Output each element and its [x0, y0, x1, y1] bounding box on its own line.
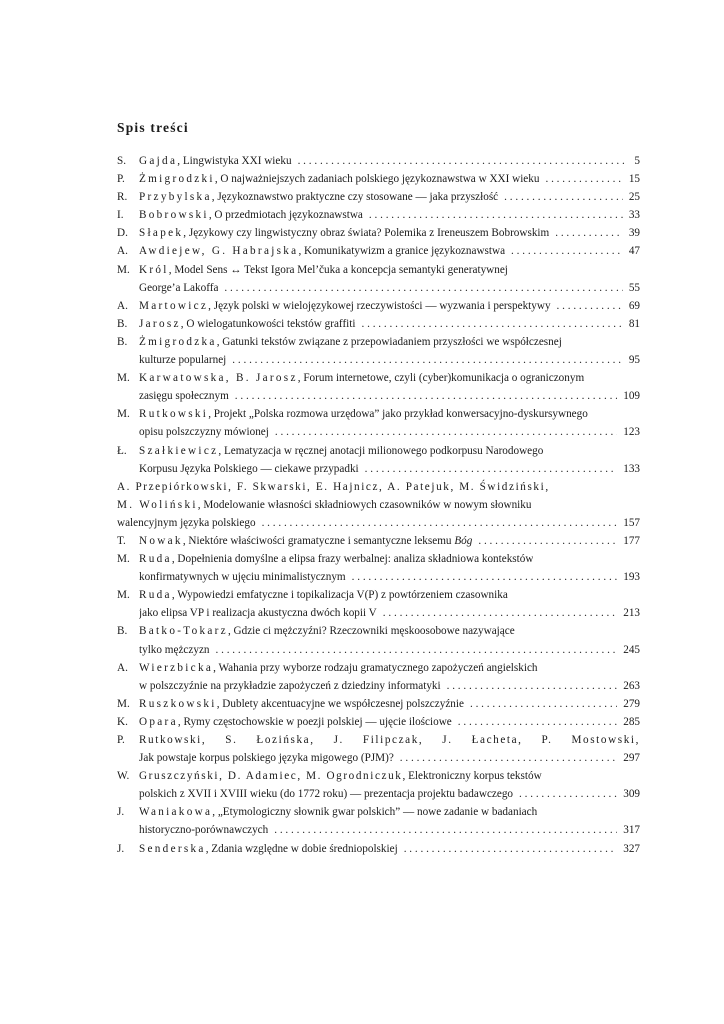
toc-entry[interactable]	[117, 297, 640, 315]
toc-line-text	[139, 152, 292, 170]
toc-entry[interactable]	[117, 315, 640, 333]
dot-leader	[511, 242, 623, 260]
toc-line	[139, 387, 640, 405]
page-number: 5	[634, 155, 640, 167]
dot-leader	[383, 604, 617, 622]
toc-entry[interactable]	[117, 713, 640, 731]
toc-entry-body	[139, 405, 640, 441]
toc-entry[interactable]	[117, 731, 640, 767]
toc-line	[139, 821, 640, 839]
entry-title: , Wypowiedzi emfatyczne i topikalizacja V(P) z powtórzeniem czasownika	[171, 589, 508, 602]
toc-entry-body	[139, 442, 640, 478]
toc-line-text	[139, 387, 229, 405]
author-initial: A.	[117, 661, 128, 674]
toc-line-text	[139, 224, 549, 242]
toc-entry-body	[139, 659, 640, 695]
toc-line-text	[139, 369, 584, 387]
toc-line-text	[139, 731, 640, 749]
toc-line	[139, 261, 640, 279]
toc-entry[interactable]	[117, 532, 640, 550]
toc-line	[139, 279, 640, 297]
entry-title: zasięgu społecznym	[139, 390, 229, 403]
page-number: 55	[628, 281, 640, 294]
toc-entry-body	[139, 315, 640, 333]
entry-title: , Model Sens ↔ Tekst Igora Mel’čuka a koncepcja semantyki generatywnej	[168, 263, 508, 276]
dot-leader	[478, 532, 617, 550]
toc-line	[139, 677, 640, 695]
toc-line	[139, 604, 640, 622]
dot-leader	[235, 387, 617, 405]
toc-line-text	[139, 821, 268, 839]
entry-title: , Modelowanie własności składniowych czasowników w nowym słowniku	[197, 498, 532, 511]
author-name: Jarosz	[139, 317, 181, 330]
toc-line	[139, 622, 640, 640]
toc-entry[interactable]	[117, 442, 640, 478]
entry-title: walencyjnym języka polskiego	[117, 516, 256, 529]
dot-leader	[362, 315, 623, 333]
toc-line	[139, 297, 640, 315]
author-initial: T.	[117, 534, 126, 547]
page-number: 213	[623, 607, 640, 620]
dot-leader	[545, 170, 622, 188]
toc-line-text	[139, 840, 398, 858]
toc-line	[139, 423, 640, 441]
page-number: 177	[623, 534, 640, 547]
author-name: Senderska	[139, 842, 206, 855]
dot-leader	[298, 152, 629, 170]
entry-title: George’a Lakoffa	[139, 281, 219, 294]
author-initial: M.	[117, 589, 130, 602]
entry-title: , Gatunki tekstów związane z przepowiadaniem przyszłości we współczesnej	[216, 335, 562, 348]
page-number: 33	[628, 209, 640, 222]
toc-line-text	[139, 460, 359, 478]
author-name: Waniakowa	[139, 806, 213, 819]
page-number: 327	[623, 842, 640, 855]
toc-line	[139, 586, 640, 604]
toc-entry-body	[139, 731, 640, 767]
toc-entry-body	[139, 369, 640, 405]
toc-line	[139, 713, 640, 731]
page-number: 193	[623, 571, 640, 584]
toc-entry[interactable]	[117, 206, 640, 224]
author-name: Żmigrodzki	[139, 173, 215, 186]
toc-line	[139, 840, 640, 858]
entry-title: , O wielogatunkowości tekstów graffiti	[180, 317, 356, 330]
toc-line-text	[139, 405, 588, 423]
author-initial: B.	[117, 335, 128, 348]
author-name: Żmigrodzka	[139, 335, 217, 348]
page-number: 263	[623, 679, 640, 692]
toc-line	[117, 496, 640, 514]
toc-line-text	[139, 297, 551, 315]
toc-line-text	[139, 442, 543, 460]
toc-line-text	[139, 785, 513, 803]
author-initial: M.	[117, 408, 130, 421]
author-initial: M.	[117, 263, 130, 276]
entry-title: , Językoznawstwo praktyczne czy stosowane — jaka przyszłość	[211, 191, 499, 204]
toc-line-text	[139, 188, 498, 206]
toc-line-text	[139, 423, 269, 441]
author-initial: M.	[117, 553, 130, 566]
toc-line-text	[139, 279, 218, 297]
toc-entry-body	[139, 803, 640, 839]
author-initial: M.	[117, 372, 130, 385]
toc-entry[interactable]	[117, 586, 640, 622]
toc-entry-body	[139, 170, 640, 188]
toc-line-text	[139, 532, 472, 550]
toc-entry-body	[139, 152, 640, 170]
entry-title: , Język polski w wielojęzykowej rzeczywistości — wyzwania i perspektywy	[208, 299, 551, 312]
entry-title: , Gdzie ci mężczyźni? Rzeczowniki męskoosobowe nazywające	[227, 625, 515, 638]
page-number: 39	[628, 227, 640, 240]
author-name: Szałkiewicz	[139, 444, 219, 457]
author-initial: P.	[117, 173, 125, 186]
toc-line-text	[139, 568, 346, 586]
toc-entry-body	[139, 333, 640, 369]
page-number: 109	[623, 390, 640, 403]
dot-leader	[275, 423, 617, 441]
toc-entry-body	[139, 622, 640, 658]
entry-title: , Projekt „Polska rozmowa urzędowa” jako przykład konwersacyjno-dyskursywnego	[208, 408, 588, 421]
toc-entry[interactable]	[117, 767, 640, 803]
author-name: Słapek	[139, 227, 184, 240]
toc-line	[139, 333, 640, 351]
author-initial: W.	[117, 770, 130, 783]
author-name: Ruda	[139, 553, 172, 566]
toc-line	[139, 749, 640, 767]
toc-entry[interactable]	[117, 840, 640, 858]
toc-line	[139, 460, 640, 478]
author-name: Rutkowski, S. Łozińska, J. Filipczak, J. Łacheta, P. Mostowski,	[139, 734, 640, 746]
toc-entry-body	[139, 840, 640, 858]
entry-title: kulturze popularnej	[139, 354, 227, 367]
author-initial: S.	[117, 155, 127, 167]
author-name: Batko-Tokarz	[139, 625, 228, 638]
toc-line-text	[139, 695, 464, 713]
toc-entry[interactable]	[117, 224, 640, 242]
author-initial: J.	[117, 842, 125, 855]
dot-leader	[232, 351, 623, 369]
toc-entry-body	[139, 206, 640, 224]
dot-leader	[555, 224, 623, 242]
toc-line	[139, 568, 640, 586]
page-number: 317	[623, 824, 640, 837]
toc-line-text	[139, 315, 356, 333]
author-name: Awdiejew, G. Habrajska	[139, 245, 299, 258]
toc-line	[139, 767, 640, 785]
toc-line-text	[139, 713, 452, 731]
entry-title: jako elipsa VP i realizacja akustyczna dwóch kopii V	[139, 607, 377, 620]
toc-line	[139, 369, 640, 387]
author-name: Rutkowski	[139, 408, 209, 421]
toc-entry[interactable]	[117, 478, 640, 532]
toc-entry-body	[139, 242, 640, 260]
entry-title: , O przedmiotach językoznawstwa	[208, 209, 363, 222]
toc-line	[139, 641, 640, 659]
entry-title-italic: Bóg	[454, 534, 473, 547]
entry-title: , Wahania przy wyborze rodzaju gramatycznego zapożyczeń angielskich	[213, 661, 538, 674]
dot-leader	[216, 641, 618, 659]
toc-line-text	[117, 514, 256, 532]
dot-leader	[458, 713, 617, 731]
toc-entry[interactable]	[117, 695, 640, 713]
toc-line-text	[139, 641, 210, 659]
author-initial: J.	[117, 806, 125, 819]
toc-line	[117, 514, 640, 532]
toc-entry-body	[139, 532, 640, 550]
toc-line-text	[139, 550, 533, 568]
author-name: Opara	[139, 715, 178, 728]
author-name: A. Przepiórkowski, F. Skwarski, E. Hajnicz, A. Patejuk, M. Świdziński,	[117, 480, 550, 493]
toc-line-text	[139, 677, 441, 695]
toc-line-text	[139, 604, 377, 622]
entry-title: w polszczyźnie na przykładzie zapożyczeń z dziedziny informatyki	[139, 679, 441, 692]
page-number: 15	[628, 173, 640, 186]
dot-leader	[274, 821, 617, 839]
entry-title: , Dopełnienia domyślne a elipsa frazy werbalnej: analiza składniowa kontekstów	[171, 553, 534, 566]
toc-line	[139, 405, 640, 423]
entry-title: , Elektroniczny korpus tekstów	[402, 770, 542, 783]
author-initial: A.	[117, 299, 128, 312]
dot-leader	[400, 749, 617, 767]
dot-leader	[557, 297, 623, 315]
toc-entry[interactable]	[117, 659, 640, 695]
toc-line-text	[139, 767, 542, 785]
toc-entry-body	[139, 224, 640, 242]
dot-leader	[369, 206, 623, 224]
entry-title: , Komunikatywizm a granice językoznawstwa	[298, 245, 506, 258]
toc-line	[139, 152, 640, 170]
toc-line-text	[117, 496, 531, 514]
dot-leader	[365, 460, 618, 478]
dot-leader	[447, 677, 618, 695]
toc-line-text	[139, 749, 394, 767]
toc-entry[interactable]	[117, 242, 640, 260]
dot-leader	[470, 695, 617, 713]
dot-leader	[224, 279, 622, 297]
author-initial: R.	[117, 191, 128, 204]
author-initial: D.	[117, 227, 128, 240]
toc-line	[139, 315, 640, 333]
toc-line	[139, 785, 640, 803]
page-number: 285	[623, 715, 640, 728]
dot-leader	[352, 568, 618, 586]
dot-leader	[504, 188, 623, 206]
entry-title: opisu polszczyzny mówionej	[139, 426, 269, 439]
entry-title: , Rymy częstochowskie w poezji polskiej — ujęcie ilościowe	[177, 715, 452, 728]
toc-line-text	[139, 586, 508, 604]
toc-line-text	[139, 170, 539, 188]
toc-line	[139, 188, 640, 206]
toc-line	[139, 532, 640, 550]
author-name: Nowak	[139, 534, 183, 547]
toc-line-text	[139, 351, 226, 369]
toc-line	[139, 442, 640, 460]
toc-line	[139, 550, 640, 568]
toc-entry[interactable]	[117, 188, 640, 206]
toc-line	[139, 206, 640, 224]
entry-title: Korpusu Języka Polskiego — ciekawe przypadki	[139, 462, 359, 475]
toc-line-text	[139, 622, 515, 640]
page-number: 297	[623, 752, 640, 765]
dot-leader	[404, 840, 618, 858]
entry-title: konfirmatywnych w ujęciu minimalistycznym	[139, 571, 346, 584]
author-initial: K.	[117, 715, 128, 728]
page-number: 157	[623, 516, 640, 529]
page-number: 95	[628, 354, 640, 367]
author-name: Przybylska	[139, 191, 212, 204]
entry-title: , O najważniejszych zadaniach polskiego językoznawstwa w XXI wieku	[214, 173, 540, 186]
toc-line	[139, 695, 640, 713]
toc-line-text	[139, 206, 363, 224]
toc-entry-body	[139, 261, 640, 297]
toc-line	[139, 659, 640, 677]
author-name: Ruszkowski	[139, 697, 217, 710]
author-initial: B.	[117, 317, 128, 330]
toc-line	[139, 242, 640, 260]
page-number: 279	[623, 697, 640, 710]
author-name: Gruszczyński, D. Adamiec, M. Ogrodniczuk	[139, 770, 403, 783]
author-initial: A.	[117, 245, 128, 258]
author-name: Król	[139, 263, 169, 276]
author-name: Karwatowska, B. Jarosz	[139, 372, 298, 385]
table-of-contents	[117, 152, 640, 858]
entry-title: , Niektóre właściwości gramatyczne i semantyczne leksemu	[182, 534, 455, 547]
toc-line-text	[139, 659, 538, 677]
toc-line	[139, 224, 640, 242]
toc-entry[interactable]	[117, 170, 640, 188]
author-name: Martowicz	[139, 299, 209, 312]
dot-leader	[262, 514, 618, 532]
entry-title: , Językowy czy lingwistyczny obraz świata? Polemika z Ireneuszem Bobrowskim	[183, 227, 550, 240]
toc-entry[interactable]	[117, 550, 640, 586]
toc-entry-body	[139, 550, 640, 586]
toc-entry-body	[139, 695, 640, 713]
page-number: 123	[623, 426, 640, 439]
entry-title: polskich z XVII i XVIII wieku (do 1772 roku) — prezentacja projektu badawczego	[139, 788, 514, 801]
entry-title: , Forum internetowe, czyli (cyber)komunikacja o ograniczonym	[297, 372, 585, 385]
page-number: 309	[623, 788, 640, 801]
author-initial: P.	[117, 734, 125, 746]
author-name: Ruda	[139, 589, 172, 602]
author-name: M. Woliński	[117, 498, 198, 511]
toc-line-text	[139, 333, 562, 351]
author-initial: I.	[117, 209, 124, 222]
dot-leader	[519, 785, 617, 803]
toc-entry[interactable]	[117, 803, 640, 839]
page-number: 47	[628, 245, 640, 258]
toc-entry[interactable]	[117, 405, 640, 441]
entry-title: , Dublety akcentuacyjne we współczesnej polszczyźnie	[216, 697, 464, 710]
entry-title: Jak powstaje korpus polskiego języka migowego (PJM)?	[139, 752, 394, 765]
toc-line-text	[139, 242, 505, 260]
toc-title: Spis treści	[117, 120, 189, 135]
toc-entry[interactable]	[117, 152, 640, 170]
toc-line	[139, 351, 640, 369]
page-number: 81	[628, 317, 640, 330]
toc-entry-body	[139, 713, 640, 731]
author-name: Bobrowski	[139, 209, 209, 222]
toc-entry-body	[139, 297, 640, 315]
author-name: Gajda	[139, 155, 178, 167]
entry-title: , Lematyzacja w ręcznej anotacji milionowego podkorpusu Narodowego	[218, 444, 544, 457]
page-number: 25	[628, 191, 640, 204]
toc-line-text	[139, 803, 537, 821]
toc-line	[117, 478, 640, 496]
toc-entry[interactable]	[117, 333, 640, 369]
author-name: Wierzbicka	[139, 661, 214, 674]
entry-title: , Lingwistyka XXI wieku	[177, 155, 292, 167]
toc-entry-body	[139, 767, 640, 803]
toc-line	[139, 803, 640, 821]
toc-line-text	[117, 478, 550, 496]
entry-title: tylko mężczyzn	[139, 643, 210, 656]
toc-line	[139, 170, 640, 188]
toc-entry-body	[117, 478, 640, 532]
page-number: 69	[628, 299, 640, 312]
toc-entry[interactable]	[117, 369, 640, 405]
author-initial: B.	[117, 625, 128, 638]
toc-line	[139, 731, 640, 749]
author-initial: Ł.	[117, 444, 127, 457]
toc-entry-body	[139, 188, 640, 206]
toc-line-text	[139, 261, 508, 279]
entry-title: , Zdania względne w dobie średniopolskiej	[205, 842, 398, 855]
author-initial: M.	[117, 697, 130, 710]
toc-entry[interactable]	[117, 622, 640, 658]
entry-title: historyczno-porównawczych	[139, 824, 269, 837]
page-number: 245	[623, 643, 640, 656]
toc-entry[interactable]	[117, 261, 640, 297]
page-number: 133	[623, 462, 640, 475]
entry-title: , „Etymologiczny słownik gwar polskich” — nowe zadanie w badaniach	[212, 806, 538, 819]
toc-entry-body	[139, 586, 640, 622]
